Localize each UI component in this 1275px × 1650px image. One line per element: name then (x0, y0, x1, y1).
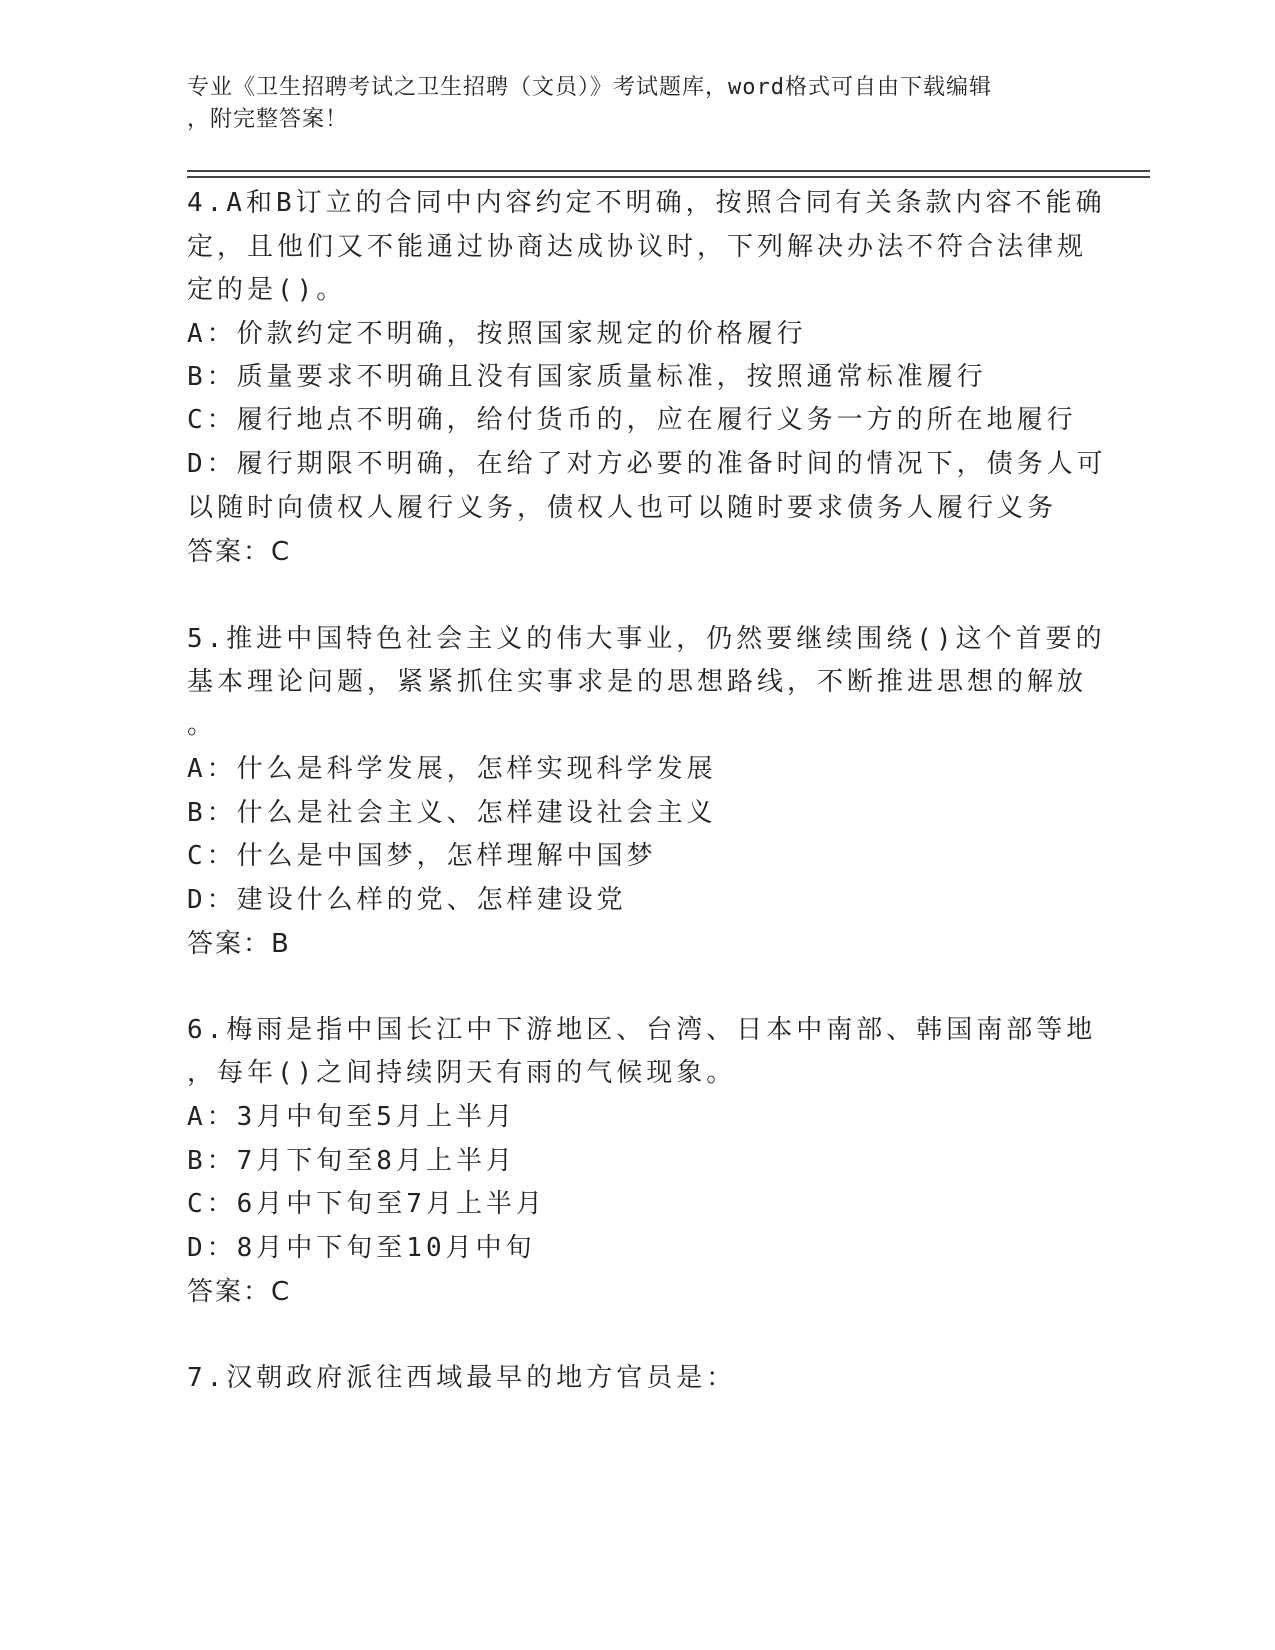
option-a: A：3月中旬至5月上半月 (187, 1102, 516, 1132)
option-b: B：质量要求不明确且没有国家质量标准，按照通常标准履行 (187, 362, 987, 392)
option-c: C：履行地点不明确，给付货币的，应在履行义务一方的所在地履行 (187, 405, 1077, 435)
answer: 答案：C (187, 537, 292, 567)
answer: 答案：B (187, 929, 291, 959)
question-stem-line: 7.汉朝政府派往西域最早的地方官员是： (187, 1363, 737, 1393)
option-b: B：7月下旬至8月上半月 (187, 1146, 516, 1176)
header-title-line-2: ，附完整答案！ (187, 107, 349, 132)
option-d: D：建设什么样的党、怎样建设党 (187, 885, 627, 915)
header-rule-bottom (187, 176, 1150, 178)
header-title-line-1: 专业《卫生招聘考试之卫生招聘（文员）》考试题库，word格式可自由下载编辑 (187, 75, 992, 100)
option-b: B：什么是社会主义、怎样建设社会主义 (187, 798, 717, 828)
question-stem-line: 基本理论问题，紧紧抓住实事求是的思想路线，不断推进思想的解放 (187, 667, 1088, 697)
option-c: C：6月中下旬至7月上半月 (187, 1189, 546, 1219)
option-d: D：履行期限不明确，在给了对方必要的准备时间的情况下，债务人可 (187, 449, 1107, 479)
option-a: A：什么是科学发展，怎样实现科学发展 (187, 754, 717, 784)
option-d: D：8月中下旬至10月中旬 (187, 1233, 536, 1263)
option-a: A：价款约定不明确，按照国家规定的价格履行 (187, 319, 807, 349)
header-rule-top (187, 170, 1150, 172)
question-stem-line: 4.A和B订立的合同中内容约定不明确，按照合同有关条款内容不能确 (187, 188, 1106, 218)
question-stem-line: 定，且他们又不能通过协商达成协议时，下列解决办法不符合法律规 (187, 232, 1088, 262)
question-stem-line: 6.梅雨是指中国长江中下游地区、台湾、日本中南部、韩国南部等地 (187, 1015, 1097, 1045)
option-d-continued: 以随时向债权人履行义务，债权人也可以随时要求债务人履行义务 (187, 493, 1058, 523)
answer: 答案：C (187, 1277, 292, 1307)
question-stem-line: 5.推进中国特色社会主义的伟大事业，仍然要继续围绕()这个首要的 (187, 624, 1106, 654)
question-stem-line: ，每年()之间持续阴天有雨的气候现象。 (187, 1058, 737, 1088)
question-stem-line: 。 (187, 710, 218, 740)
question-stem-line: 定的是()。 (187, 275, 347, 305)
option-c: C：什么是中国梦，怎样理解中国梦 (187, 841, 657, 871)
